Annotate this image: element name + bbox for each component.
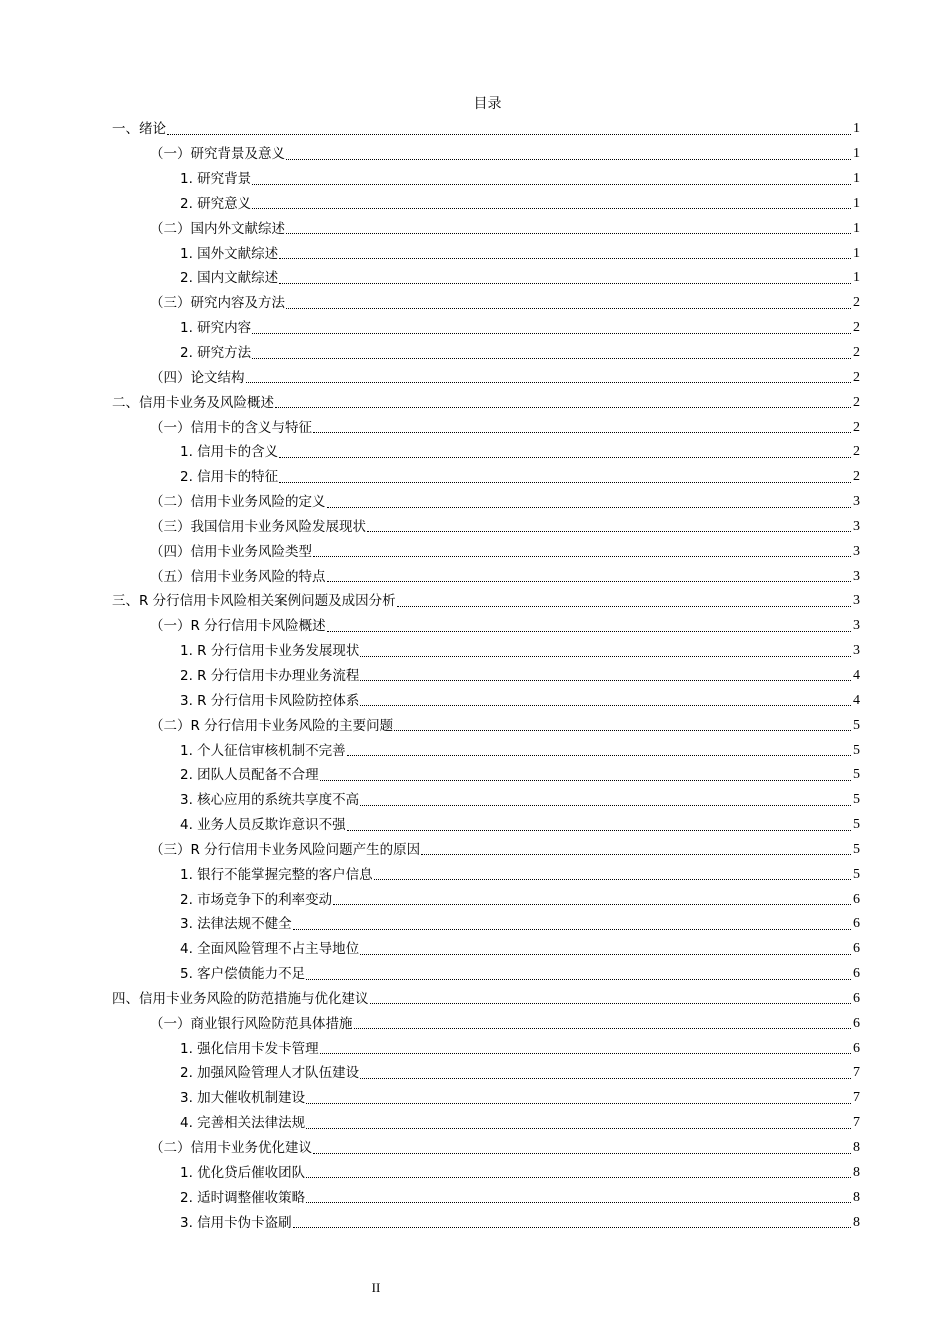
- toc-entry[interactable]: [0, 639, 950, 664]
- toc-entry-page-number: 2: [853, 444, 860, 460]
- toc-entry-title: （一）研究背景及意义: [150, 146, 285, 163]
- toc-entry-page-number: 8: [853, 1214, 860, 1230]
- toc-entry[interactable]: [0, 837, 950, 862]
- toc-title: 目录: [473, 96, 502, 112]
- dot-leader: [320, 1053, 851, 1054]
- dot-leader: [360, 1078, 851, 1079]
- dot-leader: [306, 1103, 851, 1104]
- toc-entry[interactable]: [0, 1185, 950, 1210]
- toc-entry[interactable]: [0, 291, 950, 316]
- dot-leader: [394, 730, 851, 731]
- toc-entry[interactable]: [0, 1136, 950, 1161]
- toc-entry-page-number: 3: [853, 593, 860, 609]
- toc-entry[interactable]: [0, 390, 950, 415]
- toc-entry-title: （四）论文结构: [150, 369, 245, 386]
- dot-leader: [252, 333, 851, 334]
- toc-entry-title: 四、信用卡业务风险的防范措施与优化建议: [112, 990, 369, 1007]
- toc-entry-title: 2. R 分行信用卡办理业务流程: [180, 667, 360, 684]
- toc-entry-title: 4. 完善相关法律法规: [180, 1115, 306, 1132]
- toc-entry[interactable]: [0, 862, 950, 887]
- dot-leader: [360, 680, 851, 681]
- dot-leader: [397, 606, 851, 607]
- toc-entry[interactable]: [0, 738, 950, 763]
- toc-entry-page-number: 8: [853, 1189, 860, 1205]
- toc-entry-title: （二）R 分行信用卡业务风险的主要问题: [150, 717, 394, 734]
- dot-leader: [279, 482, 851, 483]
- dot-leader: [306, 1177, 851, 1178]
- toc-entry-title: （五）信用卡业务风险的特点: [150, 568, 326, 585]
- toc-entry[interactable]: [0, 365, 950, 390]
- dot-leader: [279, 457, 851, 458]
- dot-leader: [293, 1227, 851, 1228]
- toc-entry[interactable]: [0, 962, 950, 987]
- dot-leader: [354, 1028, 852, 1029]
- toc-entry[interactable]: [0, 664, 950, 689]
- dot-leader: [367, 531, 851, 532]
- toc-entry[interactable]: [0, 912, 950, 937]
- toc-entry-title: 1. 信用卡的含义: [180, 444, 279, 461]
- toc-entry-title: 2. 信用卡的特征: [180, 469, 279, 486]
- toc-entry-title: 2. 加强风险管理人才队伍建设: [180, 1065, 360, 1082]
- toc-entry-page-number: 2: [853, 469, 860, 485]
- toc-entry[interactable]: [0, 987, 950, 1012]
- dot-leader: [306, 1128, 851, 1129]
- toc-entry-page-number: 8: [853, 1164, 860, 1180]
- dot-leader: [421, 854, 851, 855]
- toc-entry-page-number: 7: [853, 1090, 860, 1106]
- toc-entry-title: （三）研究内容及方法: [150, 295, 285, 312]
- toc-entry-page-number: 6: [853, 916, 860, 932]
- toc-entry-title: 1. 优化贷后催收团队: [180, 1164, 306, 1181]
- dot-leader: [293, 929, 851, 930]
- toc-entry-title: 2. 国内文献综述: [180, 270, 279, 287]
- toc-entry-title: 1. 研究背景: [180, 171, 252, 188]
- toc-entry-page-number: 5: [853, 792, 860, 808]
- toc-entry-title: 3. 法律法规不健全: [180, 916, 292, 933]
- dot-leader: [313, 432, 851, 433]
- dot-leader: [370, 1003, 852, 1004]
- toc-entry[interactable]: [0, 539, 950, 564]
- toc-entry-page-number: 5: [853, 717, 860, 733]
- table-of-contents: [0, 117, 950, 1235]
- toc-entry-page-number: 1: [853, 171, 860, 187]
- toc-entry-page-number: 3: [853, 618, 860, 634]
- toc-entry-title: 1. 国外文献综述: [180, 245, 279, 262]
- toc-entry[interactable]: [0, 788, 950, 813]
- toc-entry-page-number: 8: [853, 1140, 860, 1156]
- toc-entry[interactable]: [0, 1210, 950, 1235]
- toc-entry[interactable]: [0, 216, 950, 241]
- toc-entry-page-number: 5: [853, 817, 860, 833]
- toc-entry[interactable]: [0, 440, 950, 465]
- toc-entry-title: 2. 市场竞争下的利率变动: [180, 891, 333, 908]
- dot-leader: [333, 904, 851, 905]
- toc-entry-title: 5. 客户偿债能力不足: [180, 966, 306, 983]
- toc-entry-title: 1. 研究内容: [180, 320, 252, 337]
- toc-entry-title: 1. R 分行信用卡业务发展现状: [180, 643, 360, 660]
- toc-entry-title: （二）国内外文献综述: [150, 220, 285, 237]
- toc-entry-page-number: 3: [853, 494, 860, 510]
- toc-entry[interactable]: [0, 1061, 950, 1086]
- toc-entry[interactable]: [0, 142, 950, 167]
- toc-entry-title: 2. 研究意义: [180, 195, 252, 212]
- toc-entry-page-number: 3: [853, 643, 860, 659]
- toc-entry-page-number: 2: [853, 419, 860, 435]
- toc-entry-page-number: 1: [853, 121, 860, 137]
- toc-entry[interactable]: [0, 887, 950, 912]
- toc-entry[interactable]: [0, 415, 950, 440]
- toc-entry[interactable]: [0, 341, 950, 366]
- toc-entry[interactable]: [0, 241, 950, 266]
- dot-leader: [279, 283, 851, 284]
- dot-leader: [360, 954, 851, 955]
- toc-entry-page-number: 3: [853, 543, 860, 559]
- dot-leader: [252, 358, 851, 359]
- toc-entry-page-number: 1: [853, 220, 860, 236]
- dot-leader: [374, 879, 851, 880]
- page-number: II: [371, 1280, 381, 1295]
- toc-entry-page-number: 5: [853, 767, 860, 783]
- toc-entry-title: 2. 研究方法: [180, 345, 252, 362]
- toc-entry-title: 2. 适时调整催收策略: [180, 1189, 306, 1206]
- dot-leader: [286, 159, 851, 160]
- toc-entry-page-number: 1: [853, 245, 860, 261]
- toc-entry[interactable]: [0, 813, 950, 838]
- toc-entry-page-number: 1: [853, 270, 860, 286]
- toc-entry[interactable]: [0, 589, 950, 614]
- toc-entry-title: 3. R 分行信用卡风险防控体系: [180, 692, 360, 709]
- toc-entry-page-number: 6: [853, 966, 860, 982]
- dot-leader: [360, 705, 851, 706]
- toc-entry-title: （三）我国信用卡业务风险发展现状: [150, 518, 366, 535]
- dot-leader: [306, 1202, 851, 1203]
- toc-entry-title: 二、信用卡业务及风险概述: [112, 394, 274, 411]
- toc-entry-page-number: 5: [853, 866, 860, 882]
- toc-entry-title: （二）信用卡业务优化建议: [150, 1140, 312, 1157]
- toc-entry-page-number: 3: [853, 568, 860, 584]
- toc-entry-page-number: 1: [853, 195, 860, 211]
- dot-leader: [246, 382, 852, 383]
- toc-entry-title: 3. 加大催收机制建设: [180, 1090, 306, 1107]
- toc-entry-title: 4. 全面风险管理不占主导地位: [180, 941, 360, 958]
- toc-entry-page-number: 2: [853, 295, 860, 311]
- toc-entry[interactable]: [0, 490, 950, 515]
- toc-entry-page-number: 6: [853, 891, 860, 907]
- toc-entry[interactable]: [0, 1036, 950, 1061]
- toc-entry-title: （四）信用卡业务风险类型: [150, 543, 312, 560]
- dot-leader: [306, 979, 851, 980]
- dot-leader: [360, 805, 851, 806]
- toc-entry[interactable]: [0, 515, 950, 540]
- dot-leader: [252, 184, 851, 185]
- toc-entry-page-number: 6: [853, 990, 860, 1006]
- toc-entry[interactable]: [0, 763, 950, 788]
- toc-entry[interactable]: [0, 1160, 950, 1185]
- toc-entry[interactable]: [0, 117, 950, 142]
- toc-entry-title: 3. 信用卡伪卡盗刷: [180, 1214, 292, 1231]
- toc-entry-title: 1. 银行不能掌握完整的客户信息: [180, 866, 373, 883]
- toc-entry-page-number: 2: [853, 345, 860, 361]
- toc-entry-page-number: 2: [853, 394, 860, 410]
- toc-entry-title: （二）信用卡业务风险的定义: [150, 494, 326, 511]
- dot-leader: [360, 656, 851, 657]
- toc-entry-page-number: 3: [853, 518, 860, 534]
- toc-entry-title: 4. 业务人员反欺诈意识不强: [180, 817, 346, 834]
- toc-entry[interactable]: [0, 1011, 950, 1036]
- dot-leader: [286, 233, 851, 234]
- toc-entry[interactable]: [0, 266, 950, 291]
- dot-leader: [347, 755, 851, 756]
- dot-leader: [313, 556, 851, 557]
- toc-entry-title: 2. 团队人员配备不合理: [180, 767, 319, 784]
- toc-entry[interactable]: [0, 1111, 950, 1136]
- toc-entry-page-number: 7: [853, 1115, 860, 1131]
- toc-entry-page-number: 1: [853, 146, 860, 162]
- toc-entry-title: （一）R 分行信用卡风险概述: [150, 618, 326, 635]
- toc-entry-title: 三、R 分行信用卡风险相关案例问题及成因分析: [112, 593, 396, 610]
- toc-entry-page-number: 6: [853, 1015, 860, 1031]
- dot-leader: [347, 830, 851, 831]
- toc-entry-title: （三）R 分行信用卡业务风险问题产生的原因: [150, 841, 421, 858]
- dot-leader: [286, 308, 851, 309]
- toc-entry[interactable]: [0, 167, 950, 192]
- toc-entry-page-number: 2: [853, 369, 860, 385]
- toc-entry[interactable]: [0, 713, 950, 738]
- dot-leader: [252, 208, 851, 209]
- toc-entry-page-number: 6: [853, 941, 860, 957]
- toc-entry-title: （一）信用卡的含义与特征: [150, 419, 312, 436]
- toc-entry-page-number: 6: [853, 1040, 860, 1056]
- toc-entry[interactable]: [0, 614, 950, 639]
- toc-entry-page-number: 7: [853, 1065, 860, 1081]
- toc-entry[interactable]: [0, 937, 950, 962]
- dot-leader: [327, 631, 851, 632]
- toc-entry[interactable]: [0, 316, 950, 341]
- dot-leader: [167, 134, 851, 135]
- toc-entry-page-number: 2: [853, 320, 860, 336]
- toc-entry-title: 3. 核心应用的系统共享度不高: [180, 792, 360, 809]
- dot-leader: [320, 780, 851, 781]
- dot-leader: [275, 407, 851, 408]
- toc-entry-page-number: 4: [853, 667, 860, 683]
- toc-entry-page-number: 5: [853, 841, 860, 857]
- toc-entry[interactable]: [0, 688, 950, 713]
- toc-entry-title: （一）商业银行风险防范具体措施: [150, 1015, 353, 1032]
- dot-leader: [313, 1153, 851, 1154]
- toc-entry-title: 一、绪论: [112, 121, 166, 138]
- toc-entry-page-number: 4: [853, 692, 860, 708]
- toc-entry-page-number: 5: [853, 742, 860, 758]
- dot-leader: [327, 581, 852, 582]
- toc-entry-title: 1. 强化信用卡发卡管理: [180, 1040, 319, 1057]
- dot-leader: [327, 507, 852, 508]
- toc-entry[interactable]: [0, 192, 950, 217]
- toc-entry[interactable]: [0, 1086, 950, 1111]
- dot-leader: [279, 258, 851, 259]
- toc-entry-title: 1. 个人征信审核机制不完善: [180, 742, 346, 759]
- toc-entry[interactable]: [0, 564, 950, 589]
- toc-entry[interactable]: [0, 465, 950, 490]
